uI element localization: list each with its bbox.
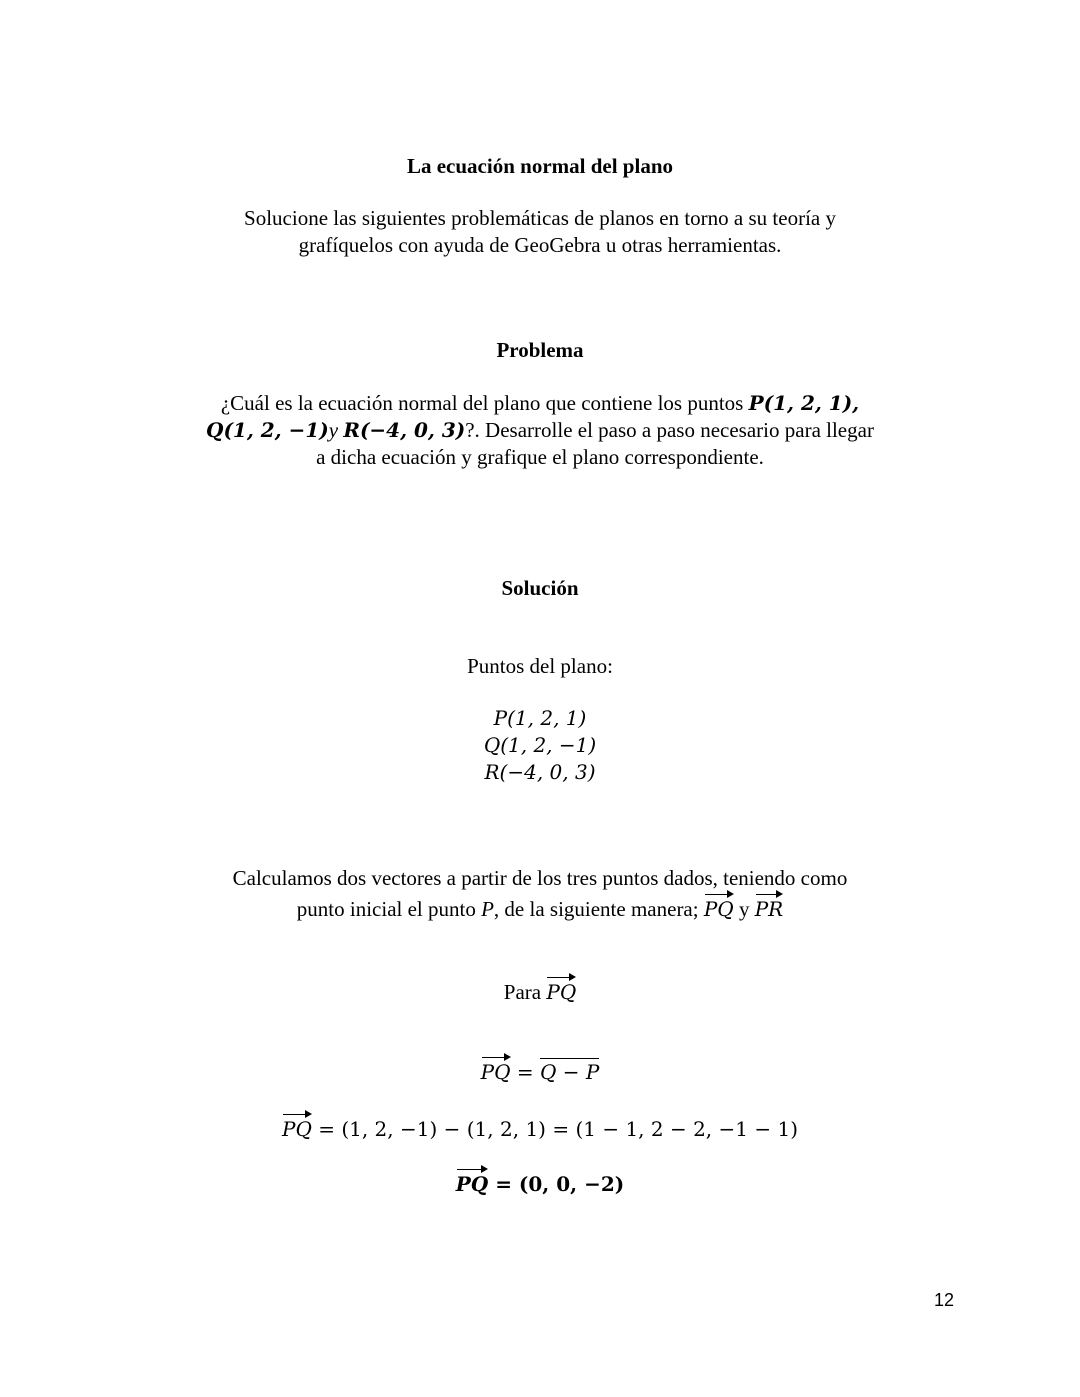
vectors-line-1: Calculamos dos vectores a partir de los tres puntos dados, teniendo como [232, 866, 848, 890]
problem-line-2-text: ?. Desarrolle el paso a paso necesario para llegar [465, 418, 874, 442]
y-word: y [328, 418, 339, 442]
intro-line-1: Solucione las siguientes problemáticas de planos en torno a su teoría y [244, 206, 836, 230]
vectors-line-2-p: P [481, 897, 494, 921]
problem-heading: Problema [496, 338, 584, 362]
equation-pq-result [0, 1168, 1080, 1196]
problem-line-3: a dicha ecuación y grafique el plano correspondiente. [316, 445, 764, 469]
point-p: P(1, 2, 1) [493, 706, 587, 730]
problem-line-2 [0, 418, 1080, 443]
vector-pr-mention: PR [755, 893, 784, 919]
problem-line-1-text: ¿Cuál es la ecuación normal del plano que contiene los puntos [220, 391, 744, 415]
point-q-inline: Q(1, 2, −1) [206, 418, 329, 442]
points-label: Puntos del plano: [467, 654, 613, 678]
equation-pq-computation [0, 1113, 1080, 1141]
q-minus-p: Q − P [540, 1060, 600, 1084]
solution-heading: Solución [501, 576, 579, 600]
vector-pq-mention: PQ [704, 893, 734, 919]
result-rhs: = (0, 0, −2) [495, 1172, 625, 1196]
point-r: R(−4, 0, 3) [484, 760, 596, 784]
page-title: La ecuación normal del plano [406, 154, 674, 178]
point-p-inline: P(1, 2, 1), [748, 391, 860, 415]
equation-pq-definition [0, 1056, 1080, 1084]
computation-rhs: = (1, 2, −1) − (1, 2, 1) = (1 − 1, 2 − 2, −1 − 1) [318, 1117, 798, 1141]
point-q: Q(1, 2, −1) [483, 733, 597, 757]
vector-pq-eq3: PQ [456, 1168, 488, 1194]
intro-line-2: grafíquelos con ayuda de GeoGebra u otras herramientas. [298, 233, 782, 257]
equals-sign: = [516, 1060, 534, 1084]
vectors-line-2-b: , de la siguiente manera; [493, 897, 699, 921]
para-pq-label [0, 976, 1080, 1005]
para-word: Para [503, 980, 542, 1004]
page-number: 12 [933, 1290, 954, 1310]
y-conjunction: y [738, 897, 750, 921]
vector-pq-para: PQ [546, 976, 576, 1002]
vectors-line-2-a: punto inicial el punto [296, 897, 476, 921]
point-r-inline: R(−4, 0, 3) [343, 418, 466, 442]
problem-line-1 [0, 391, 1080, 416]
vectors-line-2 [0, 893, 1080, 922]
vector-pq-eq1: PQ [481, 1056, 511, 1082]
vector-pq-eq2: PQ [282, 1113, 312, 1139]
